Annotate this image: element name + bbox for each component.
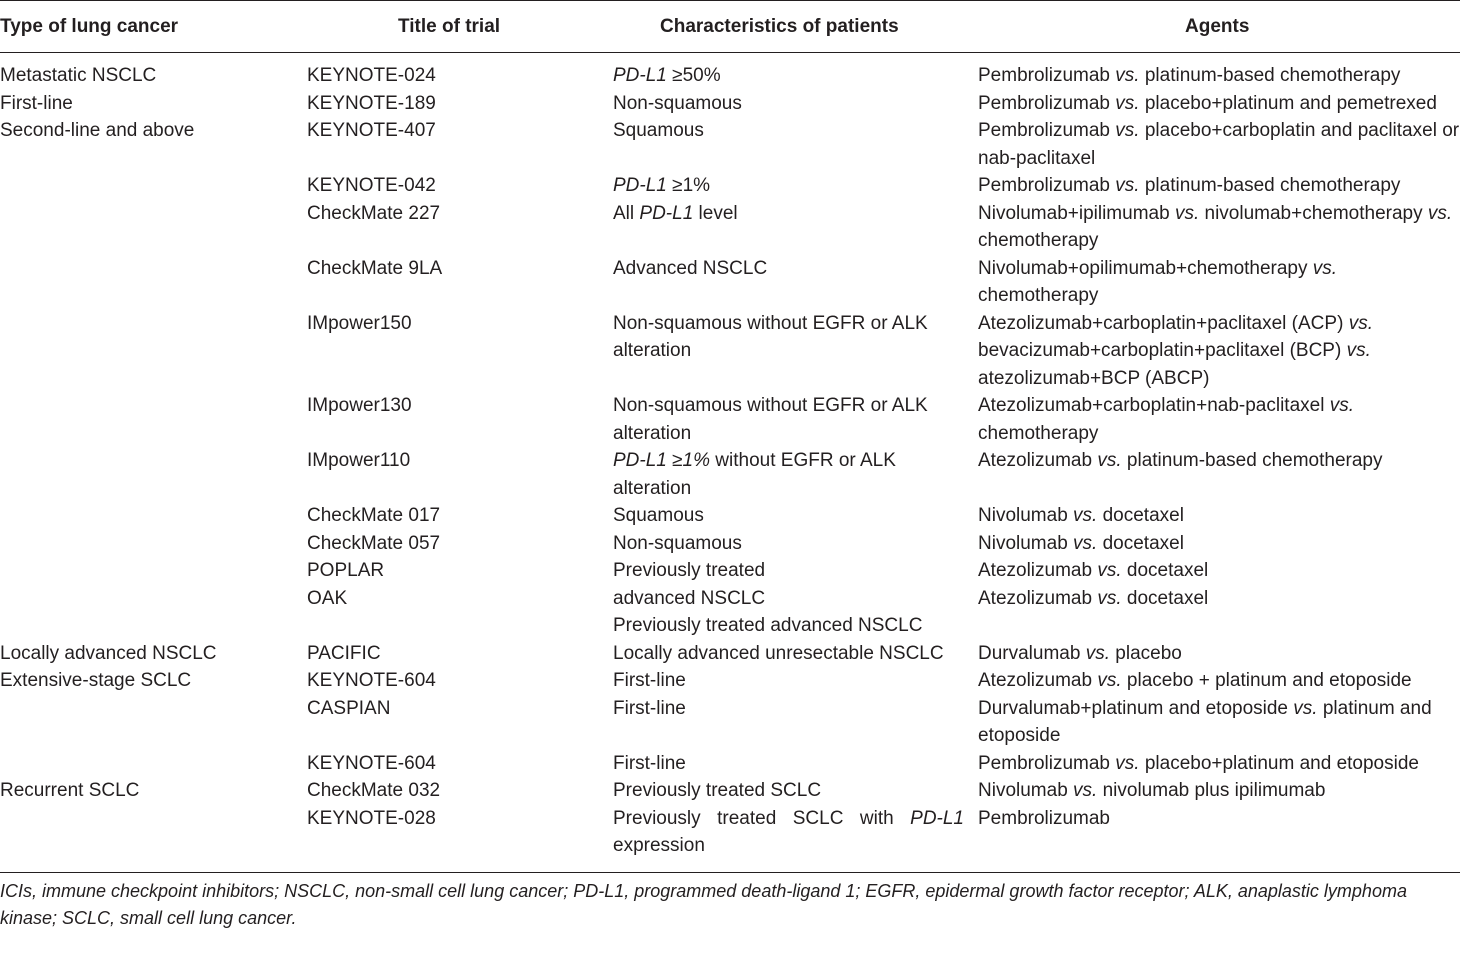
text-run: Previously treated advanced NSCLC	[613, 615, 923, 636]
italic-text: vs.	[1115, 92, 1140, 114]
text-run: placebo+carboplatin and paclitaxel or nab-paclitaxel	[978, 120, 1460, 169]
cell-type	[0, 200, 307, 255]
cell-characteristics	[613, 310, 978, 393]
spacer-cell	[0, 53, 1460, 63]
text-run: atezolizumab+BCP (ABCP)	[978, 367, 1210, 389]
text-run: Nivolumab+opilimumab+chemotherapy	[978, 257, 1313, 279]
table-row	[0, 255, 1460, 310]
text-run: All	[613, 202, 640, 224]
italic-text: vs.	[1097, 560, 1122, 581]
spacer-row	[0, 53, 1460, 63]
text-run: Locally advanced unresectable NSCLC	[613, 642, 944, 664]
text-run: placebo + platinum and etoposide	[1121, 670, 1412, 691]
italic-text: PD-L1 ≥1%	[613, 450, 711, 471]
cell-agents	[978, 695, 1460, 750]
text-run: Non-squamous	[613, 532, 742, 554]
table-row	[0, 62, 1460, 90]
header-agents: Agents	[978, 1, 1460, 53]
text-run: placebo+platinum and etoposide	[1139, 752, 1419, 774]
cell-characteristics	[613, 200, 978, 255]
text-run: ≥50%	[666, 65, 721, 86]
header-trial: Title of trial	[307, 1, 613, 53]
cell-characteristics	[613, 255, 978, 310]
cell-characteristics	[613, 557, 978, 585]
text-run: Durvalumab	[978, 642, 1086, 664]
cell-characteristics	[613, 447, 978, 502]
cell-type	[0, 612, 307, 640]
cell-trial: IMpower110	[307, 450, 411, 471]
italic-text: vs.	[1115, 175, 1140, 196]
italic-text: vs.	[1329, 395, 1354, 416]
table-row	[0, 750, 1460, 778]
table-row	[0, 777, 1460, 805]
text-run: Atezolizumab	[978, 670, 1098, 691]
table-header	[0, 1, 1460, 53]
cell-agents	[978, 612, 1460, 640]
text-run: docetaxel	[1121, 560, 1209, 581]
cell-type	[0, 502, 307, 530]
text-run: chemotherapy	[978, 422, 1099, 444]
cell-agents	[978, 502, 1460, 530]
cell-trial: CheckMate 032	[307, 780, 441, 801]
italic-text: vs.	[1427, 202, 1453, 224]
cell-characteristics	[613, 805, 978, 873]
cell-type	[0, 585, 307, 613]
table-row	[0, 117, 1460, 172]
cell-characteristics	[613, 750, 978, 778]
cell-agents	[978, 530, 1460, 558]
table-row	[0, 502, 1460, 530]
cell-type: Locally advanced NSCLC	[0, 642, 217, 664]
cell-type	[0, 172, 307, 200]
cell-type	[0, 255, 307, 310]
cell-type	[0, 392, 307, 447]
cell-trial: CheckMate 9LA	[307, 257, 443, 279]
italic-text: vs.	[1115, 120, 1140, 141]
text-run: expression	[613, 835, 705, 856]
table-row	[0, 90, 1460, 118]
cell-trial: OAK	[307, 587, 348, 609]
text-run: Durvalumab+platinum and etoposide	[978, 697, 1294, 719]
italic-text: vs.	[1085, 642, 1110, 664]
cell-trial: IMpower130	[307, 395, 412, 416]
cell-characteristics	[613, 502, 978, 530]
cell-agents	[978, 750, 1460, 778]
cell-trial: CheckMate 227	[307, 202, 441, 224]
cell-agents	[978, 200, 1460, 255]
text-run: Previously treated SCLC with	[613, 807, 911, 829]
italic-text: vs.	[1073, 780, 1098, 801]
text-run: First-line	[613, 752, 686, 774]
cell-trial: CheckMate 057	[307, 532, 441, 554]
text-run: First-line	[613, 697, 686, 719]
text-run: Pembrolizumab	[978, 65, 1116, 86]
italic-text: PD-L1	[613, 175, 667, 196]
cell-agents	[978, 310, 1460, 393]
text-run: Previously treated SCLC	[613, 780, 822, 801]
cell-trial: KEYNOTE-042	[307, 175, 436, 196]
text-run: Pembrolizumab	[978, 752, 1116, 774]
text-run: nivolumab plus ipilimumab	[1097, 780, 1326, 801]
cell-agents	[978, 777, 1460, 805]
italic-text: vs.	[1346, 340, 1371, 361]
table-row	[0, 612, 1460, 640]
text-run: Squamous	[613, 120, 704, 141]
table-row	[0, 640, 1460, 668]
cell-agents	[978, 117, 1460, 172]
cell-trial: KEYNOTE-407	[307, 120, 436, 141]
cell-agents	[978, 585, 1460, 613]
italic-text: PD-L1	[639, 202, 694, 224]
cell-agents	[978, 640, 1460, 668]
text-run: Atezolizumab	[978, 560, 1098, 581]
text-run: Atezolizumab	[978, 587, 1098, 609]
cell-type	[0, 310, 307, 393]
text-run: Pembrolizumab	[978, 807, 1110, 829]
cell-agents	[978, 90, 1460, 118]
italic-text: vs.	[1097, 450, 1122, 471]
header-type: Type of lung cancer	[0, 1, 307, 53]
cell-characteristics	[613, 612, 978, 640]
text-run: chemotherapy	[978, 230, 1099, 251]
text-run: Atezolizumab+carboplatin+nab-paclitaxel	[978, 395, 1330, 416]
cell-trial: POPLAR	[307, 560, 385, 581]
table-footnote: ICIs, immune checkpoint inhibitors; NSCLC, non-small cell lung cancer; PD-L1, programmed death-ligand 1; EGFR, epidermal growth factor receptor; ALK, anaplastic lymphoma kinase; SCLC, small cell lung cancer.	[0, 880, 1407, 928]
text-run: docetaxel	[1121, 587, 1209, 609]
cell-agents	[978, 392, 1460, 447]
text-run: Nivolumab	[978, 505, 1074, 526]
text-run: docetaxel	[1097, 532, 1184, 554]
italic-text: vs.	[1348, 312, 1373, 334]
text-run: advanced NSCLC	[613, 587, 766, 609]
cell-type: First-line	[0, 92, 73, 114]
cell-characteristics	[613, 640, 978, 668]
cell-trial: PACIFIC	[307, 642, 381, 664]
cell-characteristics	[613, 62, 978, 90]
text-run: Atezolizumab	[978, 450, 1098, 471]
text-run: Nivolumab+ipilimumab	[978, 202, 1175, 224]
italic-text: vs.	[1174, 202, 1200, 224]
text-run: Pembrolizumab	[978, 120, 1116, 141]
cell-type	[0, 447, 307, 502]
header-row	[0, 1, 1460, 53]
text-run: Pembrolizumab	[978, 92, 1116, 114]
table-row	[0, 172, 1460, 200]
text-run: placebo	[1110, 642, 1182, 664]
cell-trial: KEYNOTE-024	[307, 65, 436, 86]
italic-text: vs.	[1097, 670, 1122, 691]
cell-type	[0, 530, 307, 558]
text-run: Nivolumab	[978, 532, 1074, 554]
text-run: docetaxel	[1097, 505, 1184, 526]
italic-text: vs.	[1293, 697, 1318, 719]
cell-trial: CheckMate 017	[307, 505, 441, 526]
cell-trial: KEYNOTE-028	[307, 807, 436, 829]
cell-characteristics	[613, 172, 978, 200]
text-run: platinum-based chemotherapy	[1139, 65, 1401, 86]
italic-text: vs.	[1312, 257, 1338, 279]
text-run: Nivolumab	[978, 780, 1074, 801]
cell-type	[0, 750, 307, 778]
cell-characteristics	[613, 585, 978, 613]
cell-trial: IMpower150	[307, 312, 412, 334]
cell-characteristics	[613, 117, 978, 172]
text-run: platinum-based chemotherapy	[1121, 450, 1383, 471]
table-row	[0, 805, 1460, 873]
italic-text: vs.	[1073, 532, 1098, 554]
cell-agents	[978, 172, 1460, 200]
cell-characteristics	[613, 90, 978, 118]
text-run: Non-squamous without EGFR or ALK alteration	[613, 312, 928, 361]
cell-type	[0, 805, 307, 873]
text-run: without EGFR or ALK alteration	[613, 450, 896, 499]
text-run: nivolumab+chemotherapy	[1199, 202, 1428, 224]
italic-text: vs.	[1115, 752, 1140, 774]
text-run: Pembrolizumab	[978, 175, 1116, 196]
text-run: Advanced NSCLC	[613, 257, 768, 279]
cell-characteristics	[613, 530, 978, 558]
cell-type	[0, 695, 307, 750]
table-row	[0, 200, 1460, 255]
table-row	[0, 585, 1460, 613]
italic-text: vs.	[1115, 65, 1140, 86]
text-run: Atezolizumab+carboplatin+paclitaxel (ACP)	[978, 312, 1349, 334]
text-run: ≥1%	[666, 175, 711, 196]
text-run: bevacizumab+carboplatin+paclitaxel (BCP)	[978, 340, 1347, 361]
table-row	[0, 447, 1460, 502]
cell-agents	[978, 447, 1460, 502]
cell-agents	[978, 667, 1460, 695]
table-body	[0, 53, 1460, 873]
cell-agents	[978, 62, 1460, 90]
cell-characteristics	[613, 777, 978, 805]
table-row	[0, 392, 1460, 447]
cell-type: Extensive-stage SCLC	[0, 670, 192, 691]
text-run: chemotherapy	[978, 285, 1099, 306]
italic-text: PD-L1	[613, 65, 667, 86]
italic-text: vs.	[1097, 587, 1122, 609]
cell-agents	[978, 255, 1460, 310]
cell-type: Second-line and above	[0, 120, 195, 141]
text-run: Squamous	[613, 505, 704, 526]
text-run: Non-squamous	[613, 92, 742, 114]
text-run: First-line	[613, 670, 686, 691]
cell-trial: KEYNOTE-604	[307, 752, 436, 774]
cell-trial: CASPIAN	[307, 697, 391, 719]
cell-trial	[307, 612, 613, 640]
cell-characteristics	[613, 667, 978, 695]
cell-type: Metastatic NSCLC	[0, 65, 157, 86]
cell-agents	[978, 557, 1460, 585]
text-run: platinum and etoposide	[978, 697, 1432, 746]
cell-characteristics	[613, 392, 978, 447]
italic-text: PD-L1	[910, 807, 964, 829]
cell-trial: KEYNOTE-189	[307, 92, 436, 114]
cell-trial: KEYNOTE-604	[307, 670, 436, 691]
table-row	[0, 530, 1460, 558]
header-characteristics: Characteristics of patients	[613, 1, 978, 53]
cell-characteristics	[613, 695, 978, 750]
table-row	[0, 557, 1460, 585]
table-row	[0, 695, 1460, 750]
text-run: placebo+platinum and pemetrexed	[1139, 92, 1437, 114]
text-run: Non-squamous without EGFR or ALK alteration	[613, 395, 928, 444]
cell-type: Recurrent SCLC	[0, 780, 140, 801]
text-run: platinum-based chemotherapy	[1139, 175, 1401, 196]
table-row	[0, 667, 1460, 695]
italic-text: vs.	[1073, 505, 1098, 526]
cell-agents	[978, 805, 1460, 873]
cell-type	[0, 557, 307, 585]
text-run: Previously treated	[613, 560, 766, 581]
table-row	[0, 310, 1460, 393]
text-run: level	[693, 202, 738, 224]
